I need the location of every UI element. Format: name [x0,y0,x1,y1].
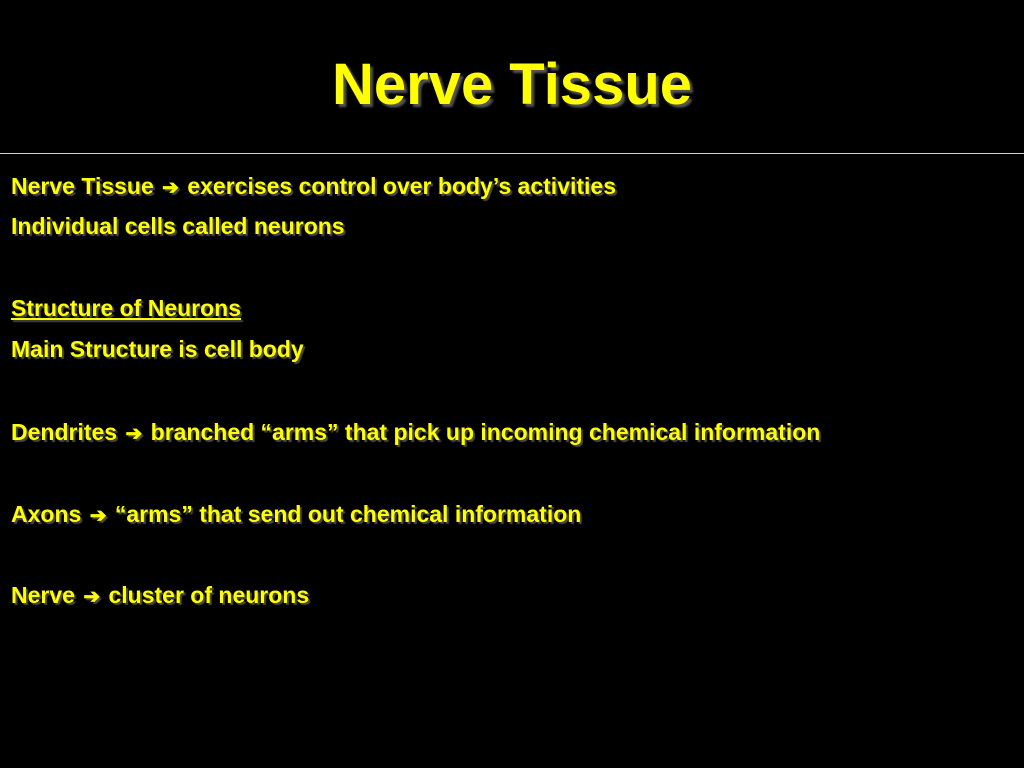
bullet-line-nerve-tissue [11,168,616,204]
bullet-line-axons [11,496,581,532]
slide-title: Nerve Tissue [331,52,693,117]
definition-nerve-tissue: exercises control over body’s activities [187,173,617,199]
section-heading-structure [11,290,241,326]
arrow-icon: ➔ [125,423,143,445]
bullet-line-nerve [11,577,309,613]
term-dendrites: Dendrites [11,419,118,445]
term-axons: Axons [11,501,82,527]
bullet-line-individual-cells [11,208,345,244]
title-divider [0,153,1024,154]
text-individual-cells: Individual cells called neurons [11,213,345,239]
arrow-icon: ➔ [89,505,107,527]
heading-structure-of-neurons: Structure of Neurons [11,295,242,321]
bullet-line-main-structure [11,331,304,367]
bullet-line-dendrites [11,414,820,450]
definition-axons: “arms” that send out chemical information [114,501,582,527]
definition-dendrites: branched “arms” that pick up incoming chemical information [150,419,821,445]
text-main-structure: Main Structure is cell body [11,336,304,362]
definition-nerve: cluster of neurons [108,582,310,608]
term-nerve: Nerve [11,582,75,608]
term-nerve-tissue: Nerve Tissue [11,173,154,199]
arrow-icon: ➔ [162,177,179,199]
arrow-icon: ➔ [83,586,101,608]
